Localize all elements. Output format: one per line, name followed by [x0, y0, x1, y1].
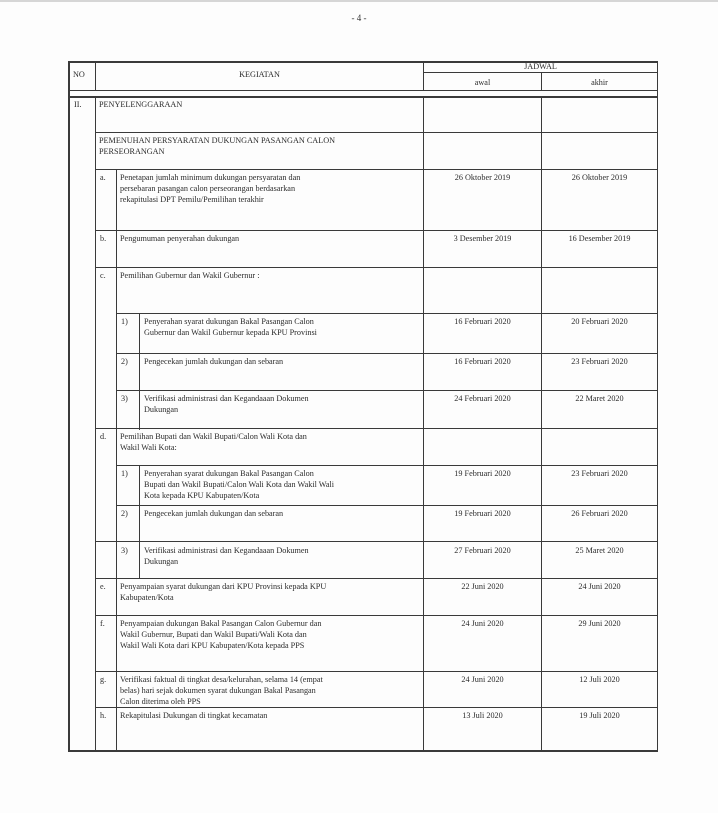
row-text: belas) hari sejak dokumen syarat dukungan Bakal Pasangan — [120, 686, 316, 695]
row-text: Verifikasi administrasi dan Kegandaaan Dokumen — [144, 394, 309, 403]
row-text: Kota kepada KPU Kabupaten/Kota — [144, 491, 260, 500]
date-akhir: 29 Juni 2020 — [578, 619, 621, 628]
row-label: c. — [100, 271, 106, 280]
row-text: Pengecekan jumlah dukungan dan sebaran — [144, 509, 284, 518]
row-text: persebaran pasangan calon perseorangan berdasarkan — [120, 184, 296, 193]
date-awal: 24 Juni 2020 — [461, 675, 504, 684]
header-no: NO — [73, 70, 85, 79]
header-kegiatan: KEGIATAN — [239, 70, 280, 79]
border — [95, 428, 658, 429]
border — [95, 132, 658, 133]
row-text: Wakil Gubernur, Bupati dan Wakil Bupati/Wali Kota dan — [120, 630, 307, 639]
date-awal: 27 Februari 2020 — [454, 546, 511, 555]
row-text: Calon diterima oleh PPS — [120, 697, 201, 706]
date-awal: 26 Oktober 2019 — [454, 173, 511, 182]
date-akhir: 19 Juli 2020 — [579, 711, 620, 720]
row-text: Pemilihan Bupati dan Wakil Bupati/Calon Wali Kota dan — [120, 432, 307, 441]
date-akhir: 22 Maret 2020 — [575, 394, 624, 403]
row-text: Verifikasi administrasi dan Kegandaaan Dokumen — [144, 546, 309, 555]
border — [116, 465, 658, 466]
date-akhir: 25 Maret 2020 — [575, 546, 624, 555]
border — [139, 465, 140, 578]
row-text: Verifikasi faktual di tingkat desa/kelurahan, selama 14 (empat — [120, 675, 323, 684]
border — [68, 96, 658, 98]
date-akhir: 26 Februari 2020 — [571, 509, 628, 518]
row-text: Penyerahan syarat dukungan Bakal Pasangan Calon — [144, 469, 314, 478]
border — [95, 615, 658, 616]
date-awal: 24 Februari 2020 — [454, 394, 511, 403]
header-akhir: akhir — [591, 78, 608, 87]
row-label: a. — [100, 173, 106, 182]
border — [95, 541, 658, 542]
date-awal: 16 Februari 2020 — [454, 357, 511, 366]
header-jadwal: JADWAL — [524, 62, 557, 71]
border — [423, 97, 424, 751]
border — [95, 267, 658, 268]
date-awal: 13 Juli 2020 — [462, 711, 503, 720]
row-text: Rekapitulasi Dukungan di tingkat kecamatan — [120, 711, 268, 720]
row-text: rekapitulasi DPT Pemilu/Pemilihan terakhir — [120, 195, 264, 204]
border — [68, 90, 658, 91]
date-akhir: 20 Februari 2020 — [571, 317, 628, 326]
border — [95, 671, 658, 672]
row-label: 1) — [121, 317, 128, 326]
row-text: Dukungan — [144, 405, 179, 414]
row-label: g. — [100, 675, 107, 684]
date-akhir: 24 Juni 2020 — [578, 582, 621, 591]
row-label: 3) — [121, 394, 128, 403]
row-text: Wakil Wali Kota dari KPU Kabupaten/Kota kepada PPS — [120, 641, 305, 650]
row-label: 1) — [121, 469, 128, 478]
date-akhir: 26 Oktober 2019 — [571, 173, 628, 182]
border — [68, 61, 70, 752]
border — [116, 169, 117, 751]
date-akhir: 23 Februari 2020 — [571, 469, 628, 478]
border — [95, 97, 96, 751]
row-label: h. — [100, 711, 107, 720]
row-text: Pengumuman penyerahan dukungan — [120, 234, 240, 243]
border — [95, 169, 658, 170]
row-label: b. — [100, 234, 107, 243]
row-label: 3) — [121, 546, 128, 555]
row-text: Penetapan jumlah minimum dukungan persyaratan dan — [120, 173, 301, 182]
date-akhir: 23 Februari 2020 — [571, 357, 628, 366]
section-subtitle: PERSEORANGAN — [99, 147, 165, 156]
border — [139, 313, 140, 430]
row-text: Penyampaian dukungan Bakal Pasangan Calon Gubernur dan — [120, 619, 322, 628]
date-awal: 16 Februari 2020 — [454, 317, 511, 326]
row-text: Penyerahan syarat dukungan Bakal Pasangan Calon — [144, 317, 314, 326]
row-text: Penyampaian syarat dukungan dari KPU Provinsi kepada KPU — [120, 582, 327, 591]
border — [116, 353, 658, 354]
row-label: e. — [100, 582, 106, 591]
date-akhir: 16 Desember 2019 — [568, 234, 631, 243]
row-text: Pemilihan Gubernur dan Wakil Gubernur : — [120, 271, 260, 280]
schedule-table — [68, 61, 658, 752]
date-awal: 19 Februari 2020 — [454, 469, 511, 478]
date-awal: 24 Juni 2020 — [461, 619, 504, 628]
row-label: 2) — [121, 509, 128, 518]
row-label: f. — [100, 619, 105, 628]
row-text: Dukungan — [144, 557, 179, 566]
date-awal: 22 Juni 2020 — [461, 582, 504, 591]
section-title: PENYELENGGARAAN — [99, 100, 183, 109]
border — [116, 313, 658, 314]
header-awal: awal — [474, 78, 491, 87]
border — [541, 97, 542, 751]
date-awal: 19 Februari 2020 — [454, 509, 511, 518]
row-label: d. — [100, 432, 107, 441]
row-text: Bupati dan Wakil Bupati/Calon Wali Kota dan Wakil Wali — [144, 480, 335, 489]
row-text: Pengecekan jumlah dukungan dan sebaran — [144, 357, 284, 366]
date-akhir: 12 Juli 2020 — [579, 675, 620, 684]
row-text: Wakil Wali Kota: — [120, 443, 177, 452]
border — [68, 750, 658, 752]
page-number: - 4 - — [351, 13, 367, 23]
section-subtitle: PEMENUHAN PERSYARATAN DUKUNGAN PASANGAN CALON — [99, 136, 336, 145]
border — [116, 390, 658, 391]
border — [116, 505, 658, 506]
border — [95, 578, 658, 579]
row-text: Kabupaten/Kota — [120, 593, 174, 602]
date-awal: 3 Desember 2019 — [453, 234, 512, 243]
row-label: 2) — [121, 357, 128, 366]
top-divider — [0, 0, 718, 2]
border — [95, 230, 658, 231]
row-text: Gubernur dan Wakil Gubernur kepada KPU Provinsi — [144, 328, 317, 337]
border — [657, 61, 659, 752]
section-number: II. — [74, 100, 82, 109]
